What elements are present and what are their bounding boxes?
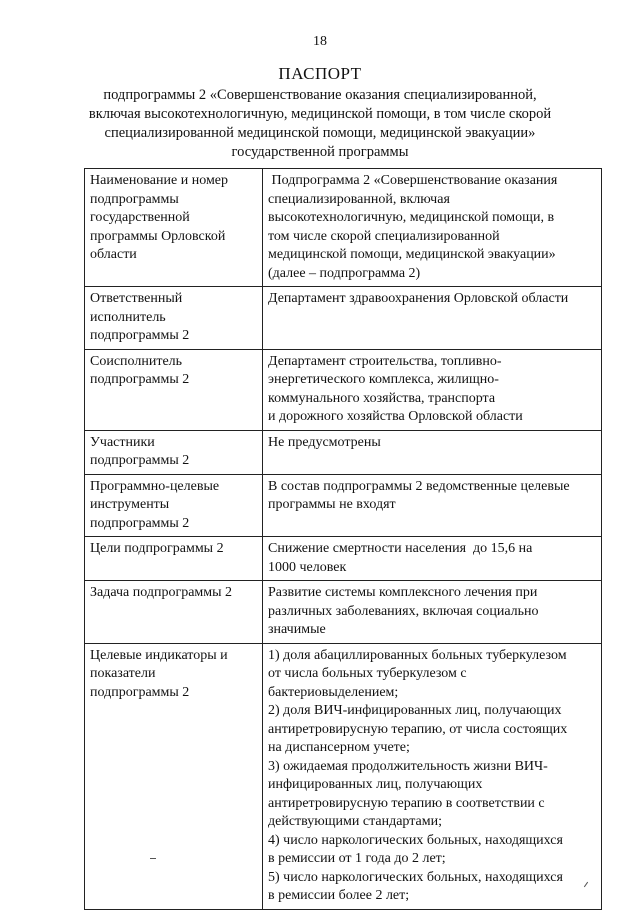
- value-line: на диспансерном учете;: [268, 740, 410, 755]
- value-line: том числе скорой специализированной: [268, 228, 500, 244]
- scan-artifact: [150, 858, 156, 859]
- table-row: [85, 287, 602, 350]
- label-line: Участники: [90, 434, 155, 450]
- subtitle-line: государственной программы: [231, 144, 409, 160]
- label-line: Программно-целевые: [90, 478, 220, 494]
- row-value: [263, 537, 602, 581]
- row-value: [263, 169, 602, 287]
- label-line: подпрограммы: [90, 191, 179, 207]
- label-line: подпрограммы 2: [90, 453, 190, 468]
- table-row: [85, 169, 602, 287]
- row-label: [85, 643, 263, 909]
- row-value: [263, 287, 602, 350]
- value-line: энергетического комплекса, жилищно-: [268, 372, 499, 387]
- table-row: [85, 581, 602, 644]
- label-line: показатели: [90, 666, 156, 681]
- row-label: [85, 169, 263, 287]
- row-value: [263, 474, 602, 537]
- value-line: от числа больных туберкулезом с: [268, 666, 467, 681]
- value-line: инфицированных лиц, получающих: [268, 777, 483, 792]
- table-row: [85, 349, 602, 430]
- row-label: [85, 287, 263, 350]
- value-line: Департамент строительства, топливно-: [268, 353, 502, 369]
- label-line: Соисполнитель: [90, 353, 183, 369]
- value-line: коммунального хозяйства, транспорта: [268, 390, 496, 406]
- label-line: Задача подпрограммы 2: [90, 585, 233, 600]
- document-subtitle: [60, 86, 580, 162]
- row-value: [263, 349, 602, 430]
- document-title: ПАСПОРТ: [278, 64, 362, 83]
- value-line: В состав подпрограммы 2 ведомственные целевые: [268, 478, 570, 494]
- value-line: Не предусмотрены: [268, 434, 381, 450]
- subtitle-line: включая высокотехнологичную, медицинской помощи, в том числе скорой: [88, 106, 552, 122]
- row-value: [263, 643, 602, 909]
- value-line: значимые: [268, 622, 326, 637]
- value-line: различных заболеваниях, включая социально: [268, 603, 539, 619]
- row-value: [263, 581, 602, 644]
- value-line: Развитие системы комплексного лечения при: [268, 585, 538, 600]
- passport-table: [84, 168, 602, 910]
- label-line: инструменты: [90, 497, 170, 512]
- row-label: [85, 430, 263, 474]
- value-line: в ремиссии более 2 лет;: [268, 888, 410, 903]
- label-line: государственной: [90, 210, 190, 225]
- value-line: антиретровирусную терапию, от числа состоящих: [268, 721, 568, 737]
- label-line: подпрограммы 2: [90, 684, 190, 700]
- page-number: 18: [313, 34, 327, 49]
- row-value: [263, 430, 602, 474]
- value-line: специализированной, включая: [268, 191, 450, 207]
- value-line: антиретровирусную терапию в соответствии с: [268, 795, 545, 811]
- row-label: [85, 349, 263, 430]
- label-line: области: [90, 247, 137, 262]
- value-line: 4) число наркологических больных, находящихся: [268, 832, 563, 848]
- label-line: программы Орловской: [90, 228, 226, 244]
- table-row: [85, 537, 602, 581]
- value-line: действующими стандартами;: [268, 814, 442, 829]
- label-line: подпрограммы 2: [90, 328, 190, 343]
- label-line: подпрограммы 2: [90, 515, 190, 531]
- value-line: Департамент здравоохранения Орловской области: [268, 291, 569, 306]
- value-line: 3) ожидаемая продолжительность жизни ВИЧ-: [268, 758, 548, 774]
- subtitle-line: подпрограммы 2 «Совершенствование оказания специализированной,: [103, 87, 537, 103]
- label-line: Наименование и номер: [90, 173, 229, 188]
- value-line: высокотехнологичную, медицинской помощи, в: [268, 210, 555, 225]
- label-line: исполнитель: [90, 309, 166, 325]
- value-line: и дорожного хозяйства Орловской области: [268, 409, 523, 424]
- value-line: 5) число наркологических больных, находящихся: [268, 869, 563, 885]
- value-line: 2) доля ВИЧ-инфицированных лиц, получающих: [268, 703, 562, 718]
- row-label: [85, 474, 263, 537]
- value-line: программы не входят: [268, 497, 396, 512]
- value-line: бактериовыделением;: [268, 684, 399, 700]
- label-line: Цели подпрограммы 2: [90, 541, 224, 556]
- row-label: [85, 581, 263, 644]
- value-line: (далее – подпрограмма 2): [268, 265, 421, 281]
- value-line: 1) доля абациллированных больных туберкулезом: [268, 647, 567, 663]
- label-line: подпрограммы 2: [90, 372, 190, 387]
- label-line: Целевые индикаторы и: [90, 647, 228, 663]
- value-line: в ремиссии от 1 года до 2 лет;: [268, 851, 446, 866]
- table-row: [85, 430, 602, 474]
- table-row: [85, 643, 602, 909]
- value-line: медицинской помощи, медицинской эвакуации»: [268, 247, 556, 262]
- label-line: Ответственный: [90, 291, 183, 306]
- subtitle-line: специализированной медицинской помощи, медицинской эвакуации»: [104, 125, 536, 141]
- value-line: Подпрограмма 2 «Совершенствование оказания: [268, 173, 558, 188]
- value-line: Снижение смертности населения до 15,6 на: [268, 541, 533, 556]
- value-line: 1000 человек: [268, 559, 347, 575]
- row-label: [85, 537, 263, 581]
- table-row: [85, 474, 602, 537]
